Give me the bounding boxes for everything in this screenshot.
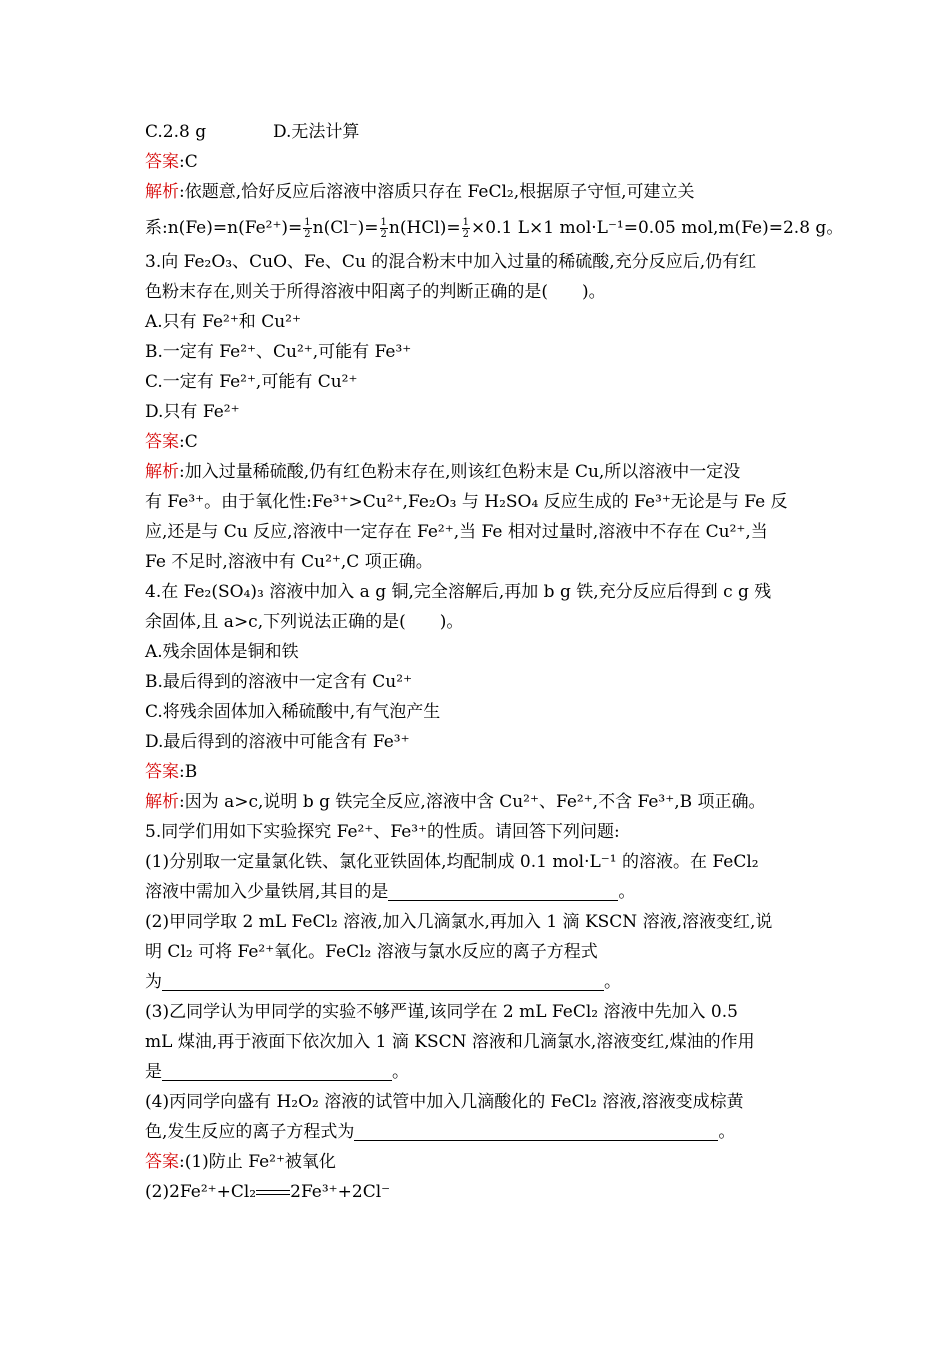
period: 。 xyxy=(618,882,636,902)
question-text: 色,发生反应的离子方程式为 xyxy=(145,1122,355,1142)
q2-analysis-formula xyxy=(145,207,844,247)
analysis-label: 解析 xyxy=(145,182,179,202)
answer-label: 答案 xyxy=(145,152,179,172)
q5-part1: (1)分别取一定量氯化铁、氯化亚铁固体,均配制成 0.1 mol·L⁻¹ 的溶液。在 FeCl₂ xyxy=(145,852,759,872)
equation-left: (2)2Fe²⁺+Cl₂ xyxy=(145,1182,257,1202)
q5-part2: (2)甲同学取 2 mL FeCl₂ 溶液,加入几滴氯水,再加入 1 滴 KSCN 溶液,溶液变红,说 xyxy=(145,912,773,932)
equation-right: 2Fe³⁺+2Cl⁻ xyxy=(290,1182,391,1202)
question-text: 为 xyxy=(145,972,162,992)
answer-blank[interactable] xyxy=(162,1060,392,1081)
q2-answer xyxy=(145,147,815,177)
q2-options xyxy=(145,117,815,147)
q4-option-b: B.最后得到的溶液中一定含有 Cu²⁺ xyxy=(145,672,413,692)
q3-analysis-line: 有 Fe³⁺。由于氧化性:Fe³⁺>Cu²⁺,Fe₂O₃ 与 H₂SO₄ 反应生成的 Fe³⁺无论是与 Fe 反 xyxy=(145,492,788,512)
analysis-text: :加入过量稀硫酸,仍有红色粉末存在,则该红色粉末是 Cu,所以溶液中一定没 xyxy=(179,462,741,482)
q3-answer xyxy=(145,427,815,457)
answer-blank[interactable] xyxy=(354,1120,718,1141)
q5-part1 xyxy=(145,877,815,907)
q4-answer xyxy=(145,757,815,787)
question-text: 是 xyxy=(145,1062,162,1082)
q3-analysis-line xyxy=(145,457,815,487)
formula-part: n(Fe)=n(Fe²⁺)= xyxy=(167,218,303,238)
q5-part3 xyxy=(145,1057,815,1087)
q2-option-d: D.无法计算 xyxy=(273,122,360,142)
q4-option-a: A.残余固体是铜和铁 xyxy=(145,642,299,662)
q3-option-b: B.一定有 Fe²⁺、Cu²⁺,可能有 Fe³⁺ xyxy=(145,342,412,362)
answer-value: :C xyxy=(179,152,198,172)
q4-stem: 4.在 Fe₂(SO₄)₃ 溶液中加入 a g 铜,完全溶解后,再加 b g 铁,充分反应后得到 c g 残 xyxy=(145,582,772,602)
fraction-one-half: $\frac{1}{2}$ xyxy=(462,217,470,240)
question-text: 溶液中需加入少量铁屑,其目的是 xyxy=(145,882,389,902)
answer-blank[interactable] xyxy=(388,880,618,901)
answer-value: :(1)防止 Fe²⁺被氧化 xyxy=(179,1152,336,1172)
q5-part4 xyxy=(145,1117,815,1147)
q2-analysis-line xyxy=(145,177,815,207)
q4-stem: 余固体,且 a>c,下列说法正确的是( )。 xyxy=(145,612,464,632)
answer-blank[interactable] xyxy=(162,970,604,991)
formula-part: n(HCl)= xyxy=(388,218,461,238)
q5-answer-equation xyxy=(145,1177,815,1207)
answer-label: 答案 xyxy=(145,432,179,452)
analysis-label: 解析 xyxy=(145,792,179,812)
equals-sign xyxy=(256,1186,290,1200)
analysis-text: :依题意,恰好反应后溶液中溶质只存在 FeCl₂,根据原子守恒,可建立关 xyxy=(179,182,695,202)
analysis-text: :因为 a>c,说明 b g 铁完全反应,溶液中含 Cu²⁺、Fe²⁺,不含 Fe³⁺,B 项正确。 xyxy=(179,792,766,812)
q4-option-d: D.最后得到的溶液中可能含有 Fe³⁺ xyxy=(145,732,410,752)
q3-option-a: A.只有 Fe²⁺和 Cu²⁺ xyxy=(145,312,301,332)
q4-analysis-line xyxy=(145,787,815,817)
q5-part3: mL 煤油,再于液面下依次加入 1 滴 KSCN 溶液和几滴氯水,溶液变红,煤油的作用 xyxy=(145,1032,755,1052)
period: 。 xyxy=(718,1122,736,1142)
q5-part2 xyxy=(145,967,815,997)
q2-option-c: C.2.8 g xyxy=(145,122,207,142)
analysis-text: 系: xyxy=(145,218,168,238)
q3-stem: 色粉末存在,则关于所得溶液中阳离子的判断正确的是( )。 xyxy=(145,282,606,302)
answer-value: :C xyxy=(179,432,198,452)
document-body xyxy=(145,117,844,1207)
q4-option-c: C.将残余固体加入稀硫酸中,有气泡产生 xyxy=(145,702,441,722)
formula-part: n(Cl⁻)= xyxy=(312,218,379,238)
answer-value: :B xyxy=(179,762,198,782)
q3-analysis-line: 应,还是与 Cu 反应,溶液中一定存在 Fe²⁺,当 Fe 相对过量时,溶液中不存在 Cu²⁺,当 xyxy=(145,522,768,542)
period: 。 xyxy=(392,1062,409,1082)
q5-part4: (4)丙同学向盛有 H₂O₂ 溶液的试管中加入几滴酸化的 FeCl₂ 溶液,溶液变成棕黄 xyxy=(145,1092,744,1112)
analysis-label: 解析 xyxy=(145,462,179,482)
fraction-one-half: $\frac{1}{2}$ xyxy=(304,217,311,240)
q5-answer xyxy=(145,1147,815,1177)
answer-label: 答案 xyxy=(145,1152,179,1172)
q3-option-c: C.一定有 Fe²⁺,可能有 Cu²⁺ xyxy=(145,372,358,392)
answer-label: 答案 xyxy=(145,762,179,782)
formula-part: ×0.1 L×1 mol·L⁻¹=0.05 mol,m(Fe)=2.8 g。 xyxy=(471,218,844,238)
fraction-one-half: $\frac{1}{2}$ xyxy=(380,217,387,240)
q3-stem: 3.向 Fe₂O₃、CuO、Fe、Cu 的混合粉末中加入过量的稀硫酸,充分反应后,仍有红 xyxy=(145,252,757,272)
q5-stem: 5.同学们用如下实验探究 Fe²⁺、Fe³⁺的性质。请回答下列问题: xyxy=(145,822,620,842)
period: 。 xyxy=(604,972,621,992)
q5-part3: (3)乙同学认为甲同学的实验不够严谨,该同学在 2 mL FeCl₂ 溶液中先加入 0.5 xyxy=(145,1002,738,1022)
q3-option-d: D.只有 Fe²⁺ xyxy=(145,402,240,422)
q3-analysis-line: Fe 不足时,溶液中有 Cu²⁺,C 项正确。 xyxy=(145,552,433,572)
q5-part2: 明 Cl₂ 可将 Fe²⁺氧化。FeCl₂ 溶液与氯水反应的离子方程式 xyxy=(145,942,598,962)
